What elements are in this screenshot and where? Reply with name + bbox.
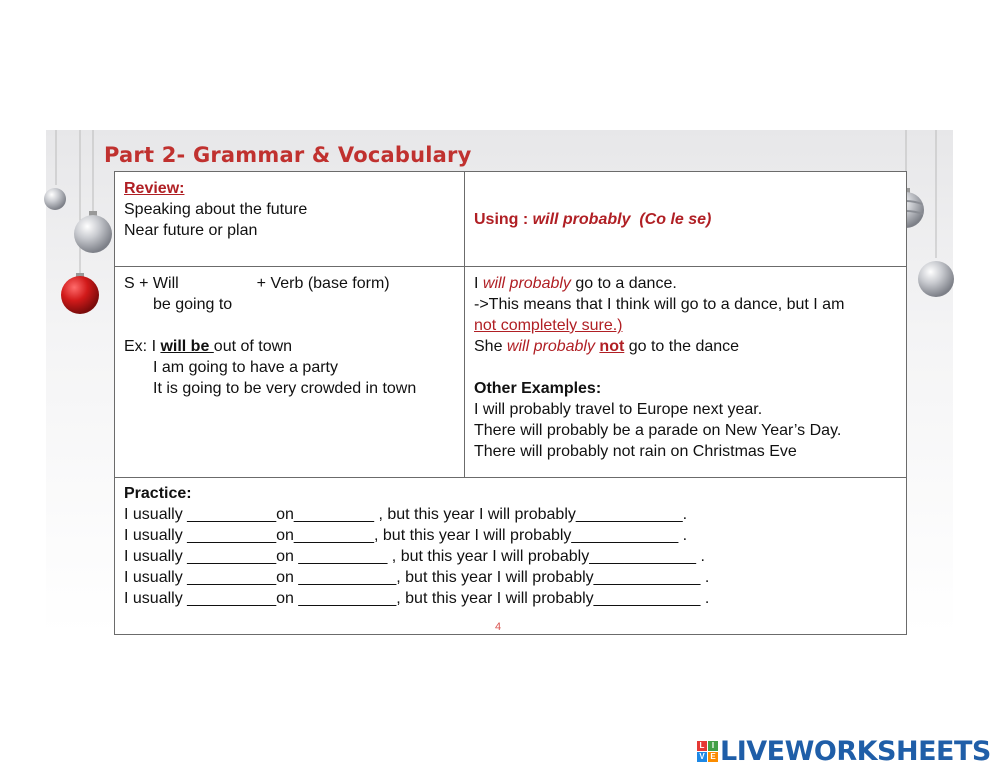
review-heading: Review: [124, 180, 185, 197]
example-will-be: will be [160, 338, 214, 355]
sentence-4-not: not [599, 338, 625, 355]
example-line [124, 336, 455, 357]
sentence-4-suffix: go to the dance [624, 338, 740, 355]
example-line-3: It is going to be very crowded in town [153, 380, 417, 397]
practice-cell [115, 478, 907, 635]
logo-cube-v: V [697, 752, 707, 762]
example-sentence: There will probably be a parade on New Year’s Day. [474, 422, 842, 439]
sentence-1 [474, 273, 897, 294]
grammar-table [114, 171, 907, 635]
practice-line: I usually __________on __________ , but this year I will probably____________ . [124, 548, 705, 565]
practice-line: I usually __________on_________, but this year I will probably____________ . [124, 527, 688, 544]
sentence-1-prefix: I [474, 275, 483, 292]
review-cell [115, 172, 465, 267]
logo-cube-e: E [708, 752, 718, 762]
page-title: Part 2- Grammar & Vocabulary [104, 143, 472, 167]
sentence-1-suffix: go to a dance. [570, 275, 677, 292]
other-examples-heading: Other Examples: [474, 380, 602, 397]
structure-cell [115, 267, 465, 478]
practice-line: I usually __________on_________ , but this year I will probably____________. [124, 506, 688, 523]
example-suffix: out of town [213, 338, 293, 355]
structure-row [115, 267, 907, 478]
logo-cube-l: L [697, 741, 707, 751]
sentence-4 [474, 336, 897, 357]
meaning-cell [465, 267, 907, 478]
example-sentence: There will probably not rain on Christmas Eve [474, 443, 797, 460]
using-phrase: will probably (Co le se) [532, 210, 712, 228]
brand-text: LIVEWORKSHEETS [720, 735, 991, 767]
sentence-4-phrase: will probably [506, 338, 595, 355]
formula-line [124, 273, 455, 294]
liveworksheets-logo [697, 735, 991, 767]
example-prefix: Ex: I [124, 338, 161, 355]
live-cubes-icon [697, 741, 718, 762]
example-sentence: I will probably travel to Europe next year. [474, 401, 763, 418]
review-line: Near future or plan [124, 222, 258, 239]
practice-row [115, 478, 907, 635]
sentence-3: not completely sure.) [474, 317, 623, 334]
example-line-2: I am going to have a party [153, 359, 338, 376]
review-row [115, 172, 907, 267]
sentence-1-phrase: will probably [482, 275, 571, 292]
formula-right: + Verb (base form) [256, 275, 390, 292]
using-cell [465, 172, 907, 267]
page-number: 4 [495, 621, 502, 633]
practice-line: I usually __________on ___________, but this year I will probably____________ . [124, 590, 710, 607]
practice-line: I usually __________on ___________, but this year I will probably____________ . [124, 569, 710, 586]
formula-alt: be going to [153, 296, 233, 313]
logo-cube-i: I [708, 741, 718, 751]
sentence-2: ->This means that I think will go to a dance, but I am [474, 296, 845, 313]
using-label: Using : [474, 210, 533, 228]
sentence-4-prefix: She [474, 338, 507, 355]
review-line: Speaking about the future [124, 201, 308, 218]
practice-heading: Practice: [124, 485, 192, 502]
formula-left: S + Will [124, 275, 179, 292]
